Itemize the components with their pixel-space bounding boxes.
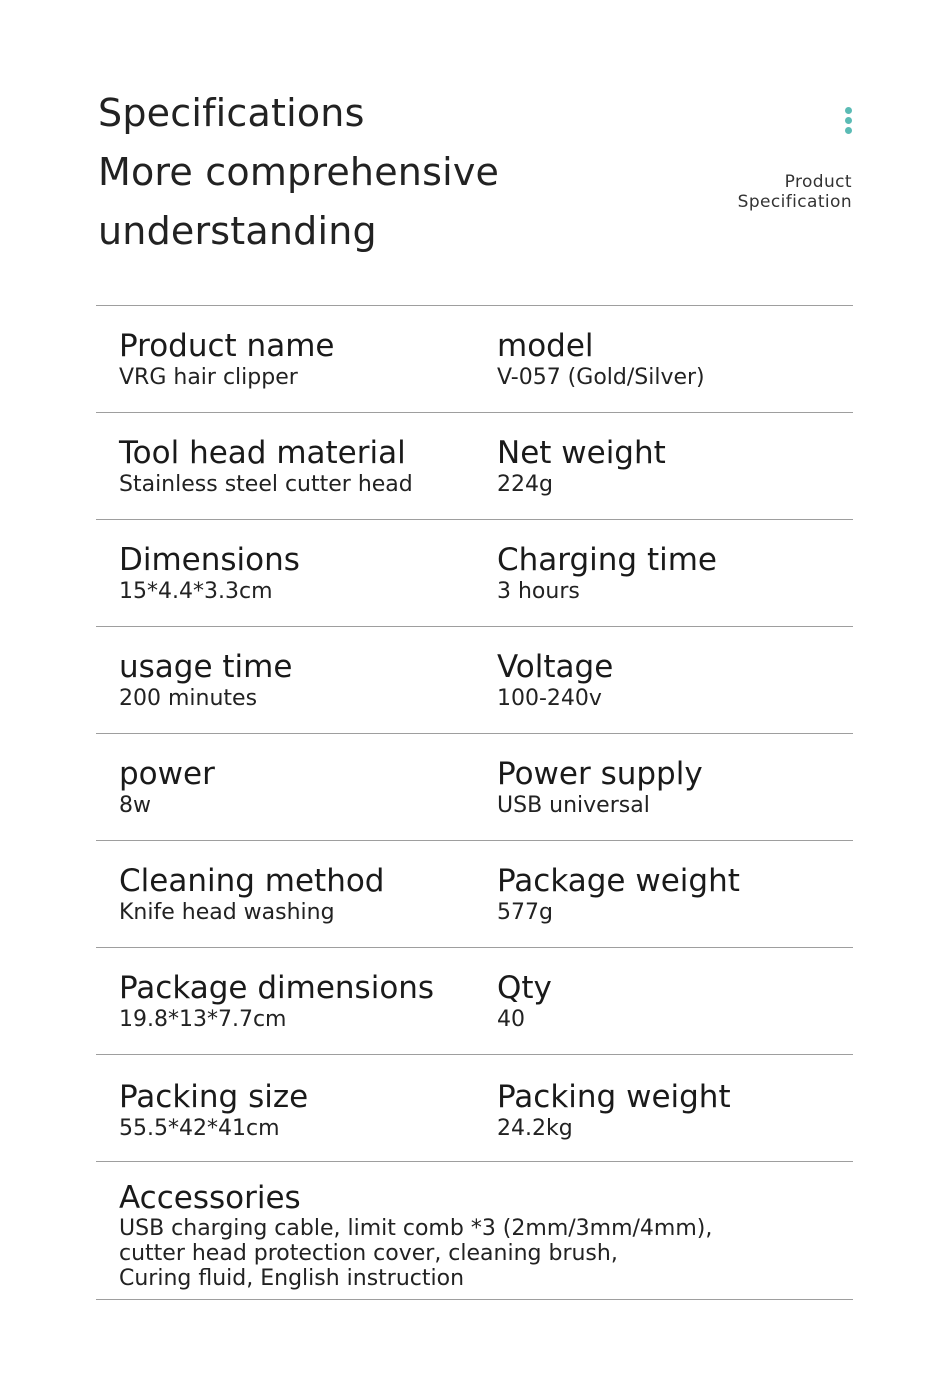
spec-value: 8w: [119, 793, 151, 818]
accessories-row: [96, 1162, 853, 1299]
spec-value: 55.5*42*41cm: [119, 1116, 280, 1141]
spec-label: Power supply: [497, 756, 703, 792]
spec-label: Package dimensions: [119, 970, 435, 1006]
spec-value: 15*4.4*3.3cm: [119, 579, 273, 604]
page-title: Specifications: [98, 91, 365, 135]
spec-cell: [497, 1079, 731, 1143]
section-label-line-2: Specification: [737, 192, 852, 212]
section-label: [738, 172, 852, 212]
spec-value: Stainless steel cutter head: [119, 472, 413, 497]
spec-value: USB universal: [497, 793, 650, 818]
spec-row: [96, 520, 853, 626]
spec-label: Packing size: [119, 1079, 309, 1115]
spec-label: Packing weight: [497, 1079, 731, 1115]
section-label-line-1: Product: [784, 172, 852, 192]
spec-label: Charging time: [497, 542, 717, 578]
spec-value: 24.2kg: [497, 1116, 573, 1141]
spec-row: [96, 413, 853, 519]
spec-row: [96, 948, 853, 1054]
spec-cell: [497, 542, 717, 606]
accessories-line: Curing fluid, English instruction: [119, 1266, 465, 1291]
spec-label: Cleaning method: [119, 863, 385, 899]
spec-value: V-057 (Gold/Silver): [497, 365, 705, 390]
spec-cell: [119, 1079, 308, 1143]
spec-value: 19.8*13*7.7cm: [119, 1007, 287, 1032]
divider: [96, 1299, 853, 1300]
spec-cell: [119, 970, 434, 1034]
spec-value: Knife head washing: [119, 900, 335, 925]
spec-value: 3 hours: [497, 579, 580, 604]
spec-label: Voltage: [497, 649, 614, 685]
spec-cell: [497, 649, 613, 713]
spec-cell: [497, 435, 666, 499]
accessories-cell: [119, 1180, 712, 1291]
spec-cell: [497, 863, 740, 927]
accessories-line: USB charging cable, limit comb *3 (2mm/3mm/4mm),: [119, 1216, 713, 1241]
spec-cell: [497, 328, 705, 392]
spec-cell: [119, 435, 413, 499]
page-subtitle-line-2: understanding: [98, 209, 377, 253]
spec-cell: [119, 863, 384, 927]
spec-label: Package weight: [497, 863, 740, 899]
spec-value: 40: [497, 1007, 525, 1032]
spec-label: Net weight: [497, 435, 666, 471]
spec-value: 577g: [497, 900, 553, 925]
dot: [845, 107, 852, 114]
spec-label: model: [497, 328, 594, 364]
spec-cell: [119, 328, 334, 392]
spec-label: Tool head material: [119, 435, 406, 471]
spec-cell: [119, 542, 300, 606]
dot: [845, 117, 852, 124]
spec-cell: [497, 970, 552, 1034]
spec-label: power: [119, 756, 215, 792]
spec-cell: [119, 649, 292, 713]
spec-value: 224g: [497, 472, 553, 497]
spec-row: [96, 306, 853, 412]
vertical-dots-icon: [845, 107, 853, 137]
page-subtitle-line-1: More comprehensive: [98, 150, 500, 194]
spec-label: Qty: [497, 970, 552, 1006]
spec-row: [96, 841, 853, 947]
spec-value: 100-240v: [497, 686, 602, 711]
spec-label: Product name: [119, 328, 335, 364]
spec-value: VRG hair clipper: [119, 365, 298, 390]
accessories-label: Accessories: [119, 1180, 301, 1216]
spec-label: Dimensions: [119, 542, 300, 578]
accessories-line: cutter head protection cover, cleaning brush,: [119, 1241, 618, 1266]
spec-value: 200 minutes: [119, 686, 258, 711]
spec-row: [96, 627, 853, 733]
dot: [845, 127, 852, 134]
spec-cell: [119, 756, 215, 820]
spec-row: [96, 1055, 853, 1161]
spec-label: usage time: [119, 649, 293, 685]
spec-table: [96, 305, 853, 1300]
spec-row: [96, 734, 853, 840]
spec-cell: [497, 756, 703, 820]
